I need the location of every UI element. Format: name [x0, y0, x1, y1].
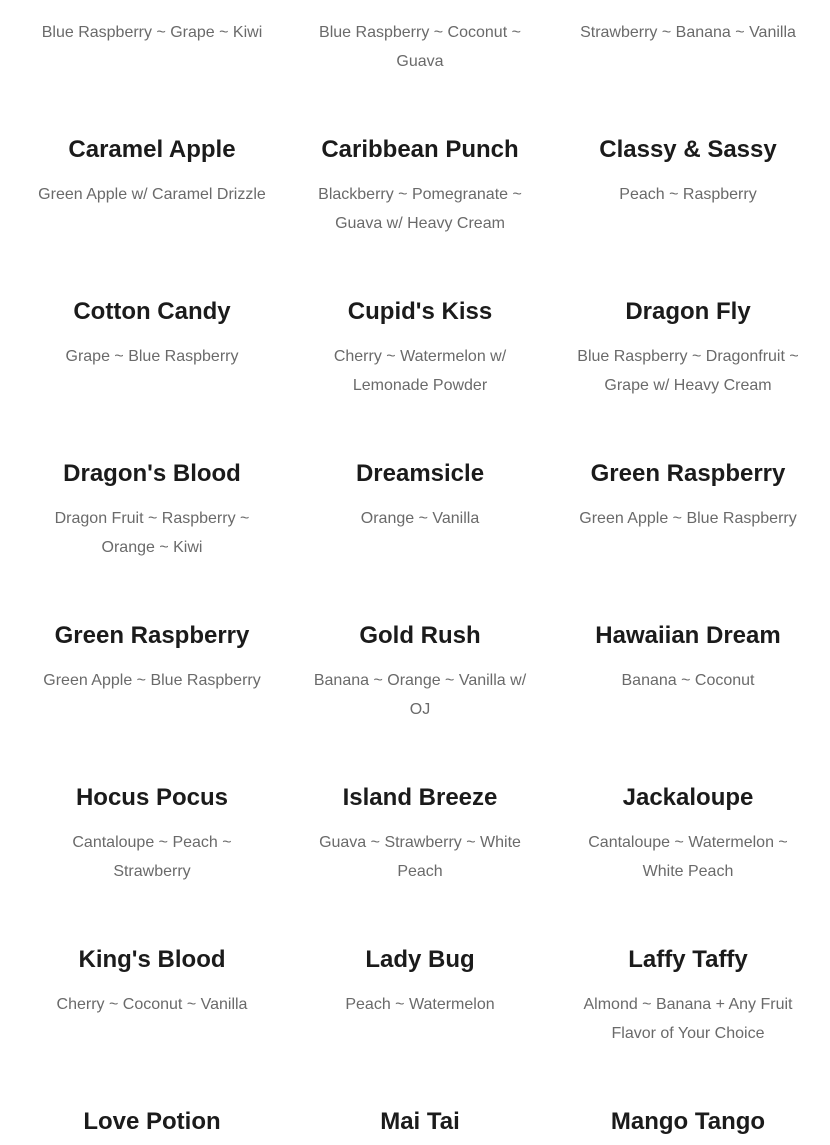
menu-item	[18, 784, 286, 946]
menu-item	[18, 946, 286, 1108]
flavor-name: Dreamsicle	[355, 460, 485, 487]
flavor-name: Cotton Candy	[73, 298, 231, 325]
flavor-description: Green Apple w/ Caramel Drizzle	[38, 186, 266, 203]
flavor-name	[18, 0, 286, 2]
menu-item	[18, 622, 286, 784]
flavor-name: Green Raspberry	[590, 460, 786, 487]
flavor-name: Green Raspberry	[54, 622, 250, 649]
menu-item	[286, 946, 554, 1108]
flavor-name: Mango Tango	[610, 1108, 766, 1135]
menu-item	[554, 298, 822, 460]
menu-item	[18, 1108, 286, 1145]
flavor-description: Cantaloupe ~ Watermelon ~ White Peach	[588, 834, 788, 880]
menu-item	[18, 298, 286, 460]
flavor-name: Classy & Sassy	[599, 136, 777, 163]
flavor-name: Hawaiian Dream	[595, 622, 781, 649]
flavor-description: Strawberry ~ Banana ~ Vanilla	[580, 24, 796, 41]
menu-row	[0, 0, 830, 136]
menu-item	[18, 460, 286, 622]
menu-item	[286, 0, 554, 136]
menu-item	[286, 784, 554, 946]
menu-item	[554, 784, 822, 946]
menu-row	[0, 136, 830, 298]
flavor-name: Love Potion	[83, 1108, 221, 1135]
flavor-description: Cherry ~ Coconut ~ Vanilla	[56, 996, 248, 1013]
flavor-description: Orange ~ Vanilla	[360, 510, 480, 527]
flavor-description: Green Apple ~ Blue Raspberry	[579, 510, 797, 527]
menu-item	[286, 136, 554, 298]
menu-item	[286, 1108, 554, 1145]
flavor-name: Dragon Fly	[625, 298, 751, 325]
flavor-description: Green Apple ~ Blue Raspberry	[43, 672, 261, 689]
flavor-description: Almond ~ Banana + Any Fruit Flavor of Your Choice	[583, 996, 793, 1042]
menu-item	[554, 622, 822, 784]
flavor-description: Blue Raspberry ~ Dragonfruit ~ Grape w/ Heavy Cream	[577, 348, 799, 394]
flavor-description: Dragon Fruit ~ Raspberry ~ Orange ~ Kiwi	[54, 510, 250, 556]
flavor-name: Caribbean Punch	[321, 136, 519, 163]
flavor-name: Mai Tai	[380, 1108, 460, 1135]
flavor-description: Blue Raspberry ~ Coconut ~ Guava	[319, 24, 521, 70]
flavor-name: Dragon's Blood	[63, 460, 241, 487]
menu-item	[18, 136, 286, 298]
menu-row	[0, 946, 830, 1108]
menu-row	[0, 622, 830, 784]
flavor-description: Banana ~ Coconut	[621, 672, 755, 689]
menu-item	[286, 622, 554, 784]
flavor-name: Island Breeze	[342, 784, 498, 811]
flavor-name: Cupid's Kiss	[347, 298, 493, 325]
menu-item	[286, 460, 554, 622]
menu-row	[0, 784, 830, 946]
flavor-description: Grape ~ Blue Raspberry	[65, 348, 239, 365]
flavor-description: Peach ~ Watermelon	[345, 996, 495, 1013]
flavor-name: Laffy Taffy	[628, 946, 748, 973]
flavor-description: Guava ~ Strawberry ~ White Peach	[319, 834, 521, 880]
flavor-name: Lady Bug	[365, 946, 475, 973]
flavor-description: Cantaloupe ~ Peach ~ Strawberry	[72, 834, 232, 880]
menu-item	[554, 1108, 822, 1145]
flavor-name	[286, 0, 554, 2]
menu-item	[286, 298, 554, 460]
flavor-name: Hocus Pocus	[75, 784, 229, 811]
menu-row	[0, 460, 830, 622]
menu-row	[0, 298, 830, 460]
menu-row	[0, 1108, 830, 1145]
flavor-name: King's Blood	[78, 946, 226, 973]
flavor-name: Jackaloupe	[622, 784, 754, 811]
flavor-description: Cherry ~ Watermelon w/ Lemonade Powder	[333, 348, 507, 394]
flavor-description: Peach ~ Raspberry	[619, 186, 757, 203]
flavor-name	[554, 0, 822, 2]
menu-item	[554, 136, 822, 298]
menu-item	[554, 0, 822, 136]
menu-item	[18, 0, 286, 136]
menu-item	[554, 946, 822, 1108]
menu-item	[554, 460, 822, 622]
flavor-description: Blackberry ~ Pomegranate ~ Guava w/ Heavy Cream	[318, 186, 522, 232]
flavor-name: Caramel Apple	[68, 136, 236, 163]
flavor-description: Blue Raspberry ~ Grape ~ Kiwi	[41, 24, 263, 41]
flavor-name: Gold Rush	[359, 622, 481, 649]
flavor-description: Banana ~ Orange ~ Vanilla w/ OJ	[313, 672, 527, 718]
